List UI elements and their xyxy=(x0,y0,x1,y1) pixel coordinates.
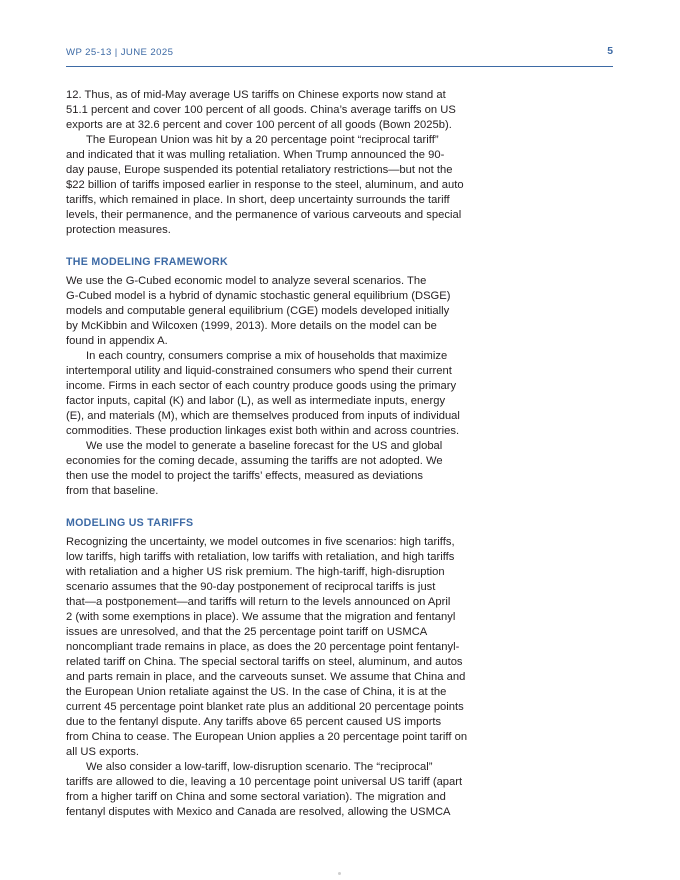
body-text-line: intertemporal utility and liquid-constrained consumers who spend their current xyxy=(66,365,452,377)
body-text-line: 2 (with some exemptions in place). We assume that the migration and fentanyl xyxy=(66,611,456,623)
body-text-line: (E), and materials (M), which are themselves produced from inputs of individual xyxy=(66,410,460,422)
body-text-line: 12. Thus, as of mid-May average US tariffs on Chinese exports now stand at xyxy=(66,89,446,101)
body-text-line: current 45 percentage point blanket rate plus an additional 20 percentage points xyxy=(66,701,464,713)
page-number: 5 xyxy=(607,46,613,57)
body-text-line: exports are at 32.6 percent and cover 100 percent of all goods (Bown 2025b). xyxy=(66,119,452,131)
body-text-line: 51.1 percent and cover 100 percent of all goods. China’s average tariffs on US xyxy=(66,104,456,116)
body-text-line: protection measures. xyxy=(66,224,171,236)
body-text-line: tariffs, which remained in place. In short, deep uncertainty surrounds the tariff xyxy=(66,194,450,206)
body-text-line: The European Union was hit by a 20 percentage point “reciprocal tariff” xyxy=(86,134,439,146)
body-text-line: We use the G-Cubed economic model to analyze several scenarios. The xyxy=(66,275,427,287)
body-text-line: and parts remain in place, and the carveouts sunset. We assume that China and xyxy=(66,671,466,683)
body-text-line: $22 billion of tariffs imposed earlier in response to the steel, aluminum, and auto xyxy=(66,179,464,191)
body-text-line: from a higher tariff on China and some sectoral variation). The migration and xyxy=(66,791,446,803)
body-text-line: levels, their permanence, and the permanence of various carveouts and special xyxy=(66,209,462,221)
body-text-line: We also consider a low-tariff, low-disruption scenario. The “reciprocal” xyxy=(86,761,433,773)
body-text-line: with retaliation and a higher US risk premium. The high-tariff, high-disruption xyxy=(66,566,445,578)
spacer xyxy=(66,238,516,255)
body-text-line: low tariffs, high tariffs with retaliation, low tariffs with retaliation, and high tariffs xyxy=(66,551,455,563)
body-text-line: fentanyl disputes with Mexico and Canada are resolved, allowing the USMCA xyxy=(66,806,451,818)
working-paper-label: WP 25-13 | JUNE 2025 xyxy=(66,47,174,58)
article-body xyxy=(66,88,516,820)
body-text-line: tariffs are allowed to die, leaving a 10 percentage point universal US tariff (apart xyxy=(66,776,463,788)
body-text-line: income. Firms in each sector of each country produce goods using the primary xyxy=(66,380,457,392)
body-text-line: day pause, Europe suspended its potential retaliatory restrictions—but not the xyxy=(66,164,453,176)
section-heading: THE MODELING FRAMEWORK xyxy=(66,256,228,268)
body-text-line: related tariff on China. The special sectoral tariffs on steel, aluminum, and autos xyxy=(66,656,463,668)
running-header xyxy=(66,46,613,67)
body-text-line: G-Cubed model is a hybrid of dynamic stochastic general equilibrium (DSGE) xyxy=(66,290,451,302)
spacer xyxy=(66,499,516,516)
body-text-line: economies for the coming decade, assuming the tariffs are not adopted. We xyxy=(66,455,443,467)
body-text-line: commodities. These production linkages exist both within and across countries. xyxy=(66,425,460,437)
footer-dot xyxy=(338,872,341,875)
body-text-line: from that baseline. xyxy=(66,485,159,497)
section-heading: MODELING US TARIFFS xyxy=(66,517,194,529)
body-text-line: by McKibbin and Wilcoxen (1999, 2013). More details on the model can be xyxy=(66,320,437,332)
body-text-line: In each country, consumers comprise a mix of households that maximize xyxy=(86,350,448,362)
body-text-line: that—a postponement—and tariffs will return to the levels announced on April xyxy=(66,596,451,608)
body-text-line: We use the model to generate a baseline forecast for the US and global xyxy=(86,440,443,452)
body-text-line: due to the fentanyl dispute. Any tariffs above 65 percent caused US imports xyxy=(66,716,442,728)
body-text-line: then use the model to project the tariffs’ effects, measured as deviations xyxy=(66,470,423,482)
body-text-line: issues are unresolved, and that the 25 percentage point tariff on USMCA xyxy=(66,626,428,638)
body-text-line: the European Union retaliate against the US. In the case of China, it is at the xyxy=(66,686,447,698)
body-text-line: Recognizing the uncertainty, we model outcomes in five scenarios: high tariffs, xyxy=(66,536,455,548)
body-text-line: found in appendix A. xyxy=(66,335,168,347)
body-text-line: scenario assumes that the 90-day postponement of reciprocal tariffs is just xyxy=(66,581,436,593)
body-text-line: from China to cease. The European Union applies a 20 percentage point tariff on xyxy=(66,731,468,743)
body-text-line: all US exports. xyxy=(66,746,140,758)
body-text-line: and indicated that it was mulling retaliation. When Trump announced the 90- xyxy=(66,149,445,161)
body-text-line: noncompliant trade remains in place, as does the 20 percentage point fentanyl- xyxy=(66,641,460,653)
body-text-line: models and computable general equilibrium (CGE) models developed initially xyxy=(66,305,450,317)
body-text-line: factor inputs, capital (K) and labor (L), as well as intermediate inputs, energy xyxy=(66,395,446,407)
